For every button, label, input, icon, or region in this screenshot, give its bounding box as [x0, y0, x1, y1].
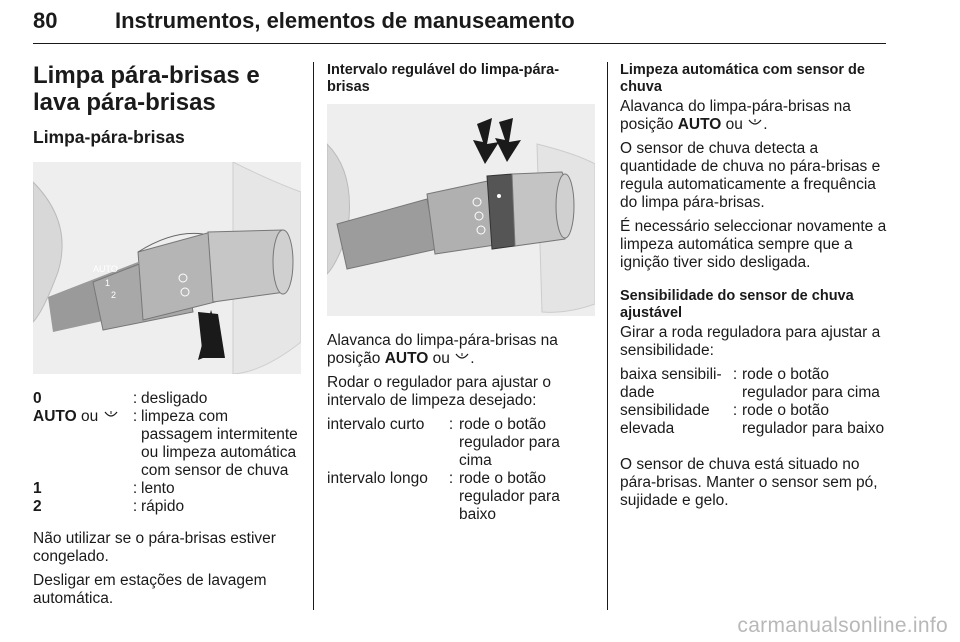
list-item: AUTO ou : limpeza com passagem intermitente ou limpeza automática com sensor de chuva	[33, 408, 301, 480]
column-divider-1	[313, 62, 314, 610]
wiper-regulator-drawing	[327, 104, 595, 316]
paragraph: O sensor de chuva detecta a quantidade de chuva no pára-brisas e regula automaticamente a frequência do limpa pára-brisas.	[620, 140, 881, 211]
rain-sensor-icon	[103, 410, 119, 422]
description: limpeza com passagem intermitente ou limpeza automática com sensor de chuva	[141, 408, 298, 479]
term: intervalo curto	[327, 416, 425, 433]
list-item: 0 : desligado	[33, 390, 301, 408]
wiper-lever-illustration	[33, 162, 301, 374]
description: lento	[141, 480, 175, 497]
text: Alavanca do limpa-pára-brisas na posição	[620, 98, 851, 133]
column-2	[327, 62, 595, 524]
paragraph	[620, 98, 888, 134]
paragraph: O sensor de chuva está situado no pára-brisas. Manter o sensor sem pó, sujidade e gelo.	[620, 456, 878, 509]
term: baixa sensibili-dade	[620, 366, 722, 401]
section-subtitle: Limpa-pára-brisas	[33, 127, 185, 147]
paragraph: Girar a roda reguladora para ajustar a sensibilidade:	[620, 324, 881, 359]
description: rápido	[141, 498, 185, 515]
list-item: intervalo curto : rode o botão regulador para cima	[327, 416, 595, 470]
paragraph: É necessário seleccionar novamente a limpeza automática sempre que a ignição tiver sido desligada.	[620, 218, 887, 271]
text: .	[763, 116, 768, 133]
list-item: 1 : lento	[33, 480, 301, 498]
rain-sensor-icon	[747, 118, 763, 130]
term: 1	[33, 480, 42, 497]
description: rode o botão regulador para cima	[459, 416, 560, 469]
term: sensibilidade elevada	[620, 402, 710, 437]
paragraph: Não utilizar se o pára-brisas estiver congelado.	[33, 530, 276, 565]
description: rode o botão regulador para baixo	[742, 402, 885, 437]
term: 0	[33, 390, 42, 407]
text: ou	[721, 116, 748, 133]
section-heading: Sensibilidade do sensor de chuva ajustável	[620, 288, 854, 321]
lever-label-2: 2	[111, 290, 117, 300]
section-heading: Intervalo regulável do limpa-pára-brisas	[327, 62, 560, 95]
wiper-lever-drawing	[33, 162, 301, 374]
list-item: 2 : rápido	[33, 498, 301, 516]
lever-label-1: 1	[105, 278, 111, 288]
list-item: sensibilidade elevada : rode o botão regulador para baixo	[620, 402, 888, 438]
watermark: carmanualsonline.info	[737, 614, 948, 637]
lever-label-auto: AUTO	[93, 264, 118, 274]
page-number: 80	[33, 8, 58, 33]
term: intervalo longo	[327, 470, 428, 487]
column-divider-2	[607, 62, 608, 610]
column-3	[620, 62, 888, 510]
wiper-positions-list	[33, 390, 301, 516]
text-bold: AUTO	[384, 350, 429, 367]
text: .	[470, 350, 475, 367]
rain-sensor-icon	[454, 352, 470, 364]
term: AUTO	[33, 408, 77, 425]
paragraph	[327, 332, 595, 368]
term-suffix: ou	[76, 408, 103, 425]
list-item: intervalo longo : rode o botão regulador para baixo	[327, 470, 595, 524]
wiper-regulator-illustration	[327, 104, 595, 316]
interval-list	[327, 416, 595, 524]
description: rode o botão regulador para cima	[742, 366, 880, 401]
column-1	[33, 62, 301, 608]
paragraph: Desligar em estações de lavagem automática.	[33, 572, 267, 607]
text: Alavanca do limpa-pára-brisas na posição	[327, 332, 558, 367]
page-header	[33, 4, 886, 44]
section-heading: Limpeza automática com sensor de chuva	[620, 62, 865, 95]
term: 2	[33, 498, 42, 515]
section-title: Limpa pára-brisas e lava pára-brisas	[33, 62, 260, 116]
paragraph: Rodar o regulador para ajustar o intervalo de limpeza desejado:	[327, 374, 552, 409]
chapter-title: Instrumentos, elementos de manuseamento	[115, 8, 575, 33]
text: ou	[428, 350, 455, 367]
list-item: baixa sensibili-dade : rode o botão regulador para cima	[620, 366, 888, 402]
sensitivity-list	[620, 366, 888, 438]
description: rode o botão regulador para baixo	[459, 470, 560, 523]
text-bold: AUTO	[677, 116, 722, 133]
description: desligado	[141, 390, 208, 407]
